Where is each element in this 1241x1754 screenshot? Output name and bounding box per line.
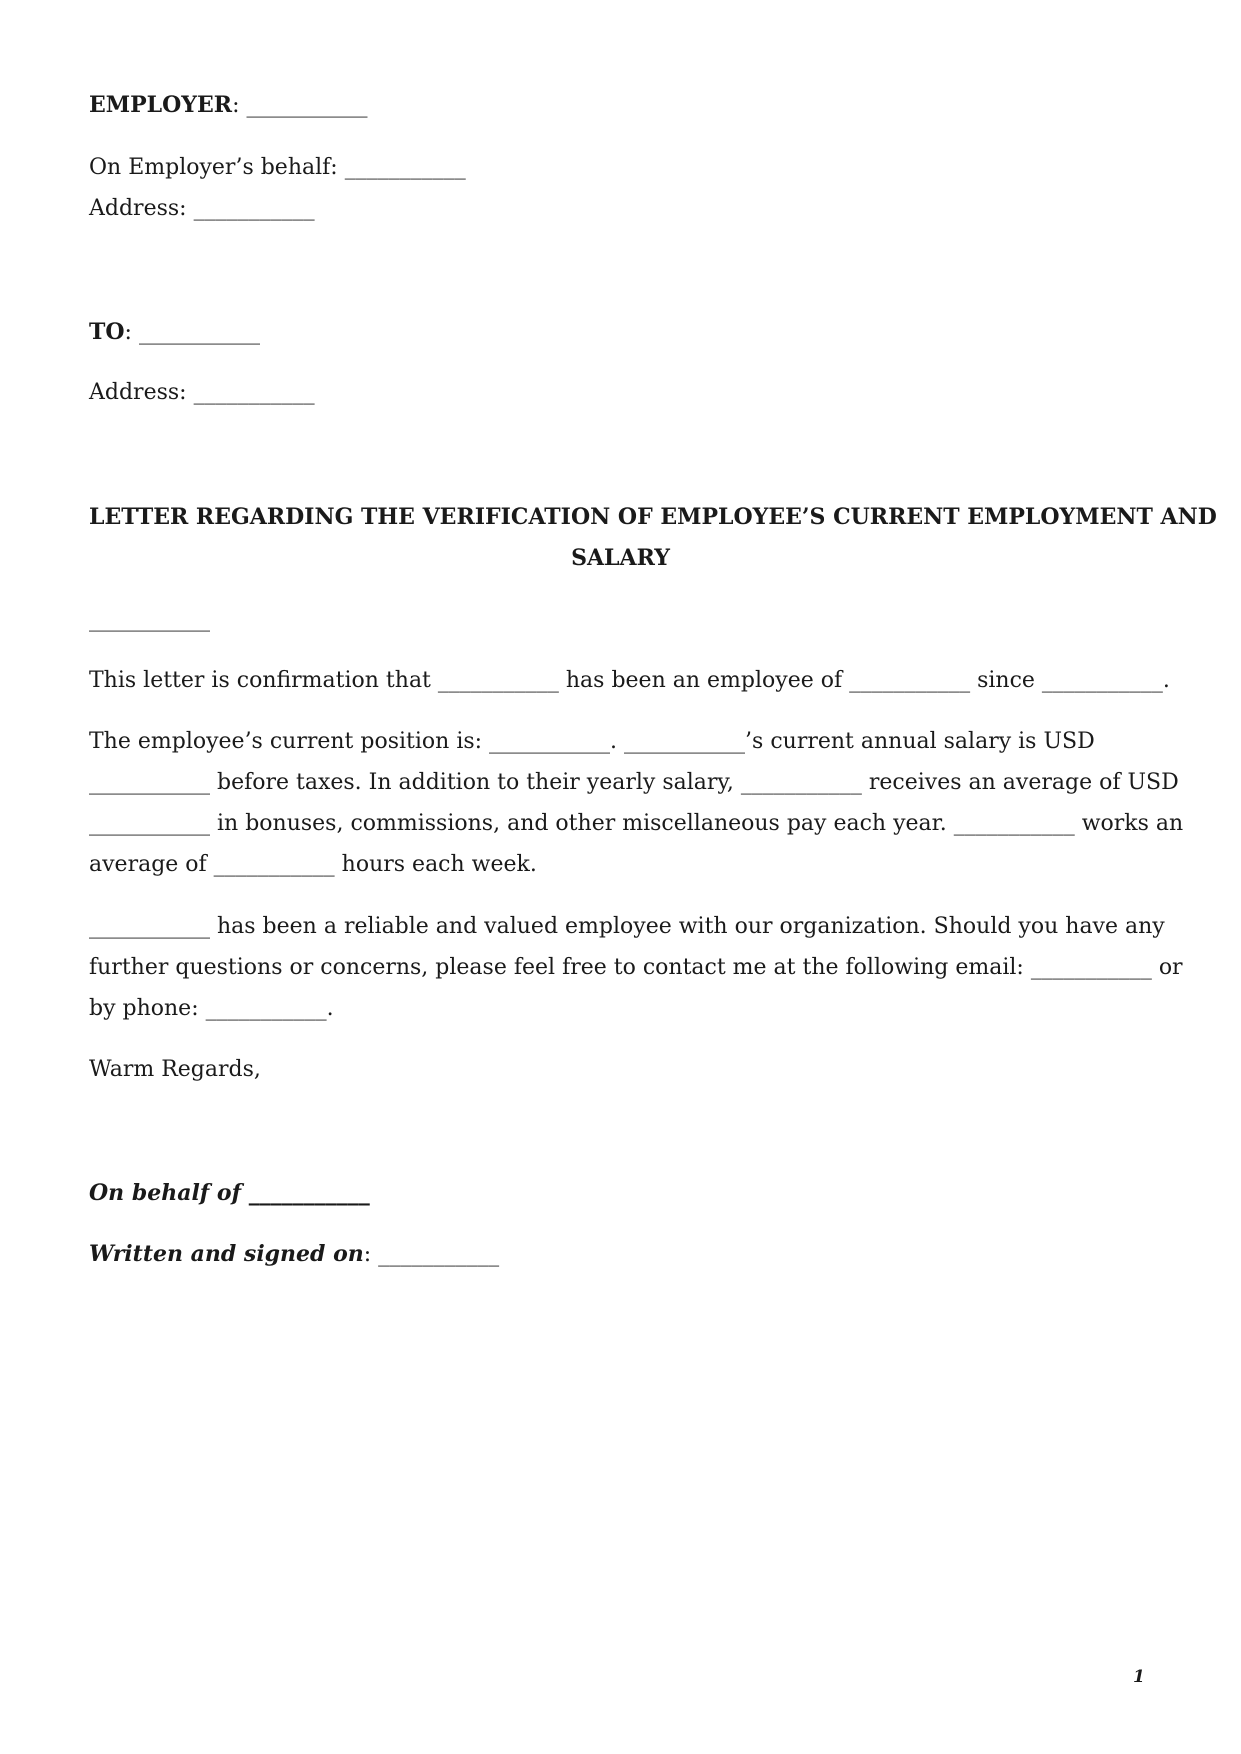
recipient-label: TO <box>89 319 125 345</box>
letter-title-line-2: SALARY <box>571 545 670 571</box>
recipient-address-line: Address: ___________ <box>89 380 315 405</box>
date-blank: ___________ <box>89 607 210 632</box>
body-paragraph-3-line: further questions or concerns, please feel free to contact me at the following email: ___________ or <box>89 955 1183 980</box>
page-number: 1 <box>1133 1667 1145 1687</box>
recipient-line <box>89 319 260 346</box>
body-paragraph-2-line: ___________ in bonuses, commissions, and other miscellaneous pay each year. ___________ works an <box>89 811 1184 836</box>
signed-on-line <box>89 1241 499 1268</box>
body-paragraph-3-line: ___________ has been a reliable and valued employee with our organization. Should you have any <box>89 914 1165 939</box>
letter-title-line-1: LETTER REGARDING THE VERIFICATION OF EMPLOYEE’S CURRENT EMPLOYMENT AND <box>89 504 1217 530</box>
employer-label: EMPLOYER <box>89 92 233 118</box>
body-paragraph-1: This letter is confirmation that ___________ has been an employee of ___________ since ___________. <box>89 668 1170 693</box>
body-paragraph-2-line: The employee’s current position is: ___________. ___________’s current annual salary is USD <box>89 729 1095 754</box>
employer-address-line: Address: ___________ <box>89 196 315 221</box>
body-paragraph-2-line: average of ___________ hours each week. <box>89 852 537 877</box>
signed-on-blank: : ___________ <box>363 1242 500 1267</box>
employer-behalf-line: On Employer’s behalf: ___________ <box>89 155 466 180</box>
on-behalf-of-line: On behalf of ___________ <box>89 1180 370 1206</box>
body-paragraph-3-line: by phone: ___________. <box>89 996 334 1021</box>
employer-blank: : ___________ <box>232 93 368 118</box>
closing-text: Warm Regards, <box>89 1057 261 1082</box>
signed-on-label: Written and signed on <box>89 1241 364 1267</box>
recipient-blank: : ___________ <box>124 320 260 345</box>
body-paragraph-2-line: ___________ before taxes. In addition to their yearly salary, ___________ receives an average of USD <box>89 770 1179 795</box>
employer-line <box>89 92 367 119</box>
